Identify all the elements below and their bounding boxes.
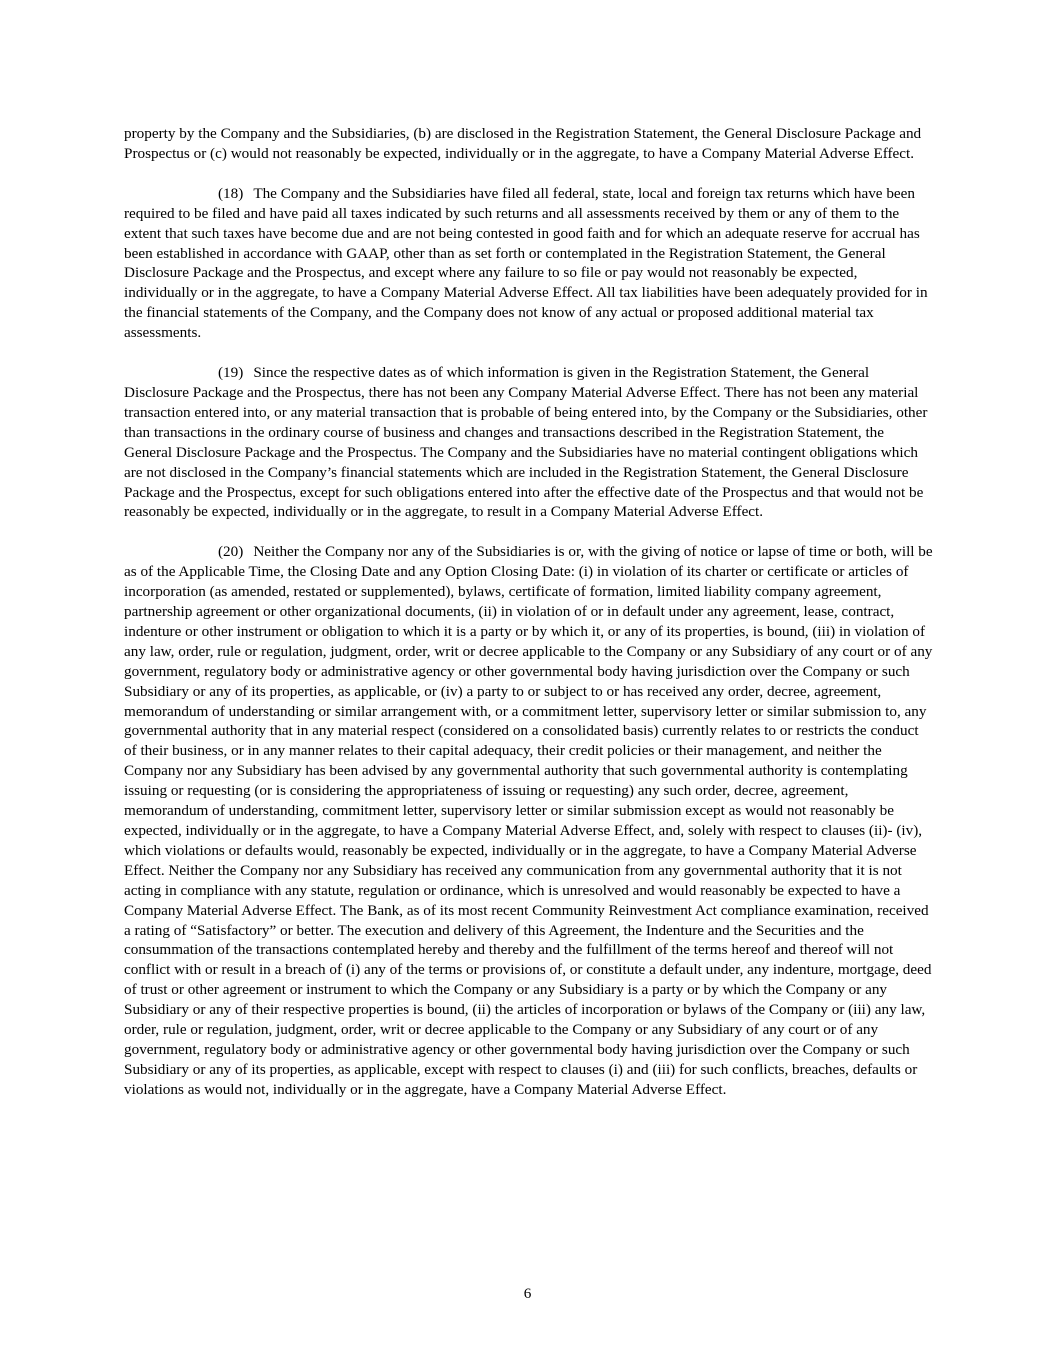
paragraph-text: Since the respective dates as of which information is given in the Registration Statement, the General Disclosure Package and the Prospectus, there has not been any Company Material Adverse Effect. There has not been any material transaction entered into, or any material transaction that is probable of being entered into, by the Company or the Subsidiaries, other than transactions in the ordinary course of business and changes and transactions described in the Registration Statement, the General Disclosure Package and the Prospectus. The Company and the Subsidiaries have no material contingent obligations which are not disclosed in the Company’s financial statements which are included in the Registration Statement, the General Disclosure Package and the Prospectus, except for such obligations entered into after the effective date of the Prospectus and that would not be reasonably be expected, individually or in the aggregate, to result in a Company Material Adverse Effect. [124,364,928,521]
paragraph-18 [124,184,934,343]
paragraph-20 [124,542,934,1099]
paragraph-19 [124,363,934,522]
paragraph-number: (19) [218,364,244,382]
paragraph-continuation [124,124,934,164]
paragraph-text: Neither the Company nor any of the Subsidiaries is or, with the giving of notice or lapse of time or both, will be as of the Applicable Time, the Closing Date and any Option Closing Date: (i) in violation of its charter or certificate or articles of incorporation (as amended, restated or supplemented), bylaws, certificate of formation, limited liability company agreement, partnership agreement or other organizational documents, (ii) in violation of or in default under any agreement, lease, contract, indenture or other instrument or obligation to which it is a party or by which it, or any of its properties, is bound, (iii) in violation of any law, order, rule or regulation, judgment, order, writ or decree applicable to the Company or any Subsidiary of any court or of any government, regulatory body or administrative agency or other governmental body having jurisdiction over the Company or such Subsidiary or any of its properties, as applicable, or (iv) a party to or subject to or has received any order, decree, agreement, memorandum of understanding or similar arrangement with, or a commitment letter, supervisory letter or similar submission to, any governmental authority that in any material respect (considered on a consolidated basis) currently relates to or restricts the conduct of their business, or in any manner relates to their capital adequacy, their credit policies or their management, and neither the Company nor any Subsidiary has been advised by any governmental authority that such governmental authority is contemplating issuing or requesting (or is considering the appropriateness of issuing or requesting) any such order, decree, agreement, memorandum of understanding, commitment letter, supervisory letter or similar submission except as would not reasonably be expected, individually or in the aggregate, to have a Company Material Adverse Effect, and, solely with respect to clauses (ii)- (iv), which violations or defaults would, reasonably be expected, individually or in the aggregate, to have a Company Material Adverse Effect. Neither the Company nor any Subsidiary has received any communication from any governmental authority that it is not acting in compliance with any statute, regulation or ordinance, which is unresolved and would reasonably be expected to have a Company Material Adverse Effect. The Bank, as of its most recent Community Reinvestment Act compliance examination, received a rating of “Satisfactory” or better. The execution and delivery of this Agreement, the Indenture and the Securities and the consummation of the transactions contemplated hereby and thereby and the fulfillment of the terms hereof and thereof will not conflict with or result in a breach of (i) any of the terms or provisions of, or constitute a default under, any indenture, mortgage, deed of trust or other agreement or instrument to which the Company or any Subsidiary is a party or by which the Company or any Subsidiary or any of their respective properties is bound, (ii) the articles of incorporation or bylaws of the Company or (iii) any law, order, rule or regulation, judgment, order, writ or decree applicable to the Company or any Subsidiary of any court or of any government, regulatory body or administrative agency or other governmental body having jurisdiction over the Company or such Subsidiary or any of its properties, as applicable, except with respect to clauses (i) and (iii) for such conflicts, breaches, defaults or violations as would not, individually or in the aggregate, have a Company Material Adverse Effect. [124,543,933,1098]
paragraph-text: property by the Company and the Subsidiaries, (b) are disclosed in the Registration Statement, the General Disclosure Package and Prospectus or (c) would not reasonably be expected, individually or in the aggregate, to have a Company Material Adverse Effect. [124,125,922,162]
paragraph-number: (18) [218,184,244,202]
paragraph-number: (20) [218,543,244,561]
page-number: 6 [523,1285,532,1302]
paragraph-text: The Company and the Subsidiaries have filed all federal, state, local and foreign tax returns which have been required to be filed and have paid all taxes indicated by such returns and all assessments received by them or any of them to the extent that such taxes have become due and are not being contested in good faith and for which an adequate reserve for accrual has been established in accordance with GAAP, other than as set forth or contemplated in the Registration Statement, the General Disclosure Package and the Prospectus, and except where any failure to so file or pay would not reasonably be expected, individually or in the aggregate, to have a Company Material Adverse Effect. All tax liabilities have been adequately provided for in the financial statements of the Company, and the Company does not know of any actual or proposed additional material tax assessments. [124,184,928,342]
document-body [124,124,934,1120]
